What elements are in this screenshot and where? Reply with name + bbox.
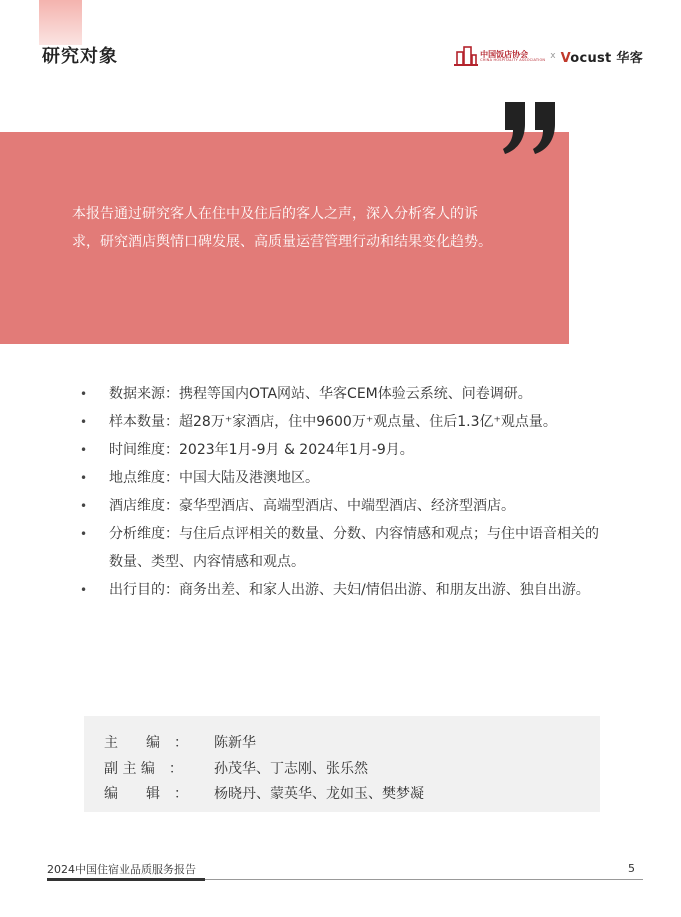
bullet-dot-icon: • — [80, 443, 88, 457]
bullet-dot-icon: • — [80, 471, 88, 485]
quote-mark-icon — [501, 100, 559, 156]
editor-role: 编 辑 ： — [104, 786, 188, 802]
editor-names: 杨晓丹、蒙英华、龙如玉、樊梦凝 — [214, 786, 424, 802]
vocust-logo — [561, 47, 643, 66]
list-item-text: 地点维度：中国大陆及港澳地区。 — [109, 470, 319, 486]
cha-logo-cn-text: 中国饭店协会 — [480, 48, 529, 59]
bullet-dot-icon: • — [80, 415, 88, 429]
list-item — [80, 408, 600, 436]
bullet-dot-icon: • — [80, 387, 88, 401]
list-item-text: 数据来源：携程等国内OTA网站、华客CEM体验云系统、问卷调研。 — [109, 386, 532, 402]
list-item-text: 时间维度：2023年1月-9月 & 2024年1月-9月。 — [109, 442, 414, 458]
editor-names: 孙茂华、丁志刚、张乐然 — [214, 761, 368, 777]
cha-logo — [454, 45, 545, 67]
scope-list — [80, 380, 600, 604]
list-item-text: 样本数量：超28万⁺家酒店，住中9600万⁺观点量、住后1.3亿⁺观点量。 — [109, 414, 557, 430]
section-title: 研究对象 — [42, 46, 118, 67]
editor-role: 副 主 编 ： — [104, 761, 183, 777]
list-item — [80, 380, 600, 408]
editor-row-deputy — [104, 758, 368, 778]
bullet-dot-icon: • — [80, 527, 88, 541]
logo-separator: x — [550, 51, 556, 61]
footer-report-title: 2024中国住宿业品质服务报告 — [47, 863, 196, 876]
editor-role: 主 编 ： — [104, 735, 188, 751]
bullet-dot-icon: • — [80, 499, 88, 513]
footer-divider-light — [205, 879, 643, 880]
cha-logo-en-text: CHINA HOSPITALITY ASSOCIATION — [480, 57, 546, 62]
intro-text: 本报告通过研究客人在住中及住后的客人之声，深入分析客人的诉求，研究酒店舆情口碑发展、高质量运营管理行动和结果变化趋势。 — [72, 206, 492, 250]
editor-credits — [84, 716, 600, 812]
list-item — [80, 520, 600, 576]
list-item — [80, 436, 600, 464]
editor-row-editors — [104, 783, 424, 803]
list-item — [80, 464, 600, 492]
list-item-text: 分析维度：与住后点评相关的数量、分数、内容情感和观点；与住中语音相关的数量、类型、内容情感和观点。 — [109, 526, 599, 570]
list-item — [80, 576, 600, 604]
editor-names: 陈新华 — [214, 735, 256, 751]
vocust-logo-text: ocust 华客 — [570, 50, 643, 66]
footer-divider-dark — [47, 878, 205, 881]
list-item — [80, 492, 600, 520]
editor-row-chief — [104, 732, 256, 752]
page-number: 5 — [628, 862, 635, 875]
bullet-dot-icon: • — [80, 583, 88, 597]
list-item-text: 出行目的：商务出差、和家人出游、夫妇/情侣出游、和朋友出游、独自出游。 — [109, 582, 590, 598]
cha-building-icon — [454, 45, 478, 67]
list-item-text: 酒店维度：豪华型酒店、高端型酒店、中端型酒店、经济型酒店。 — [109, 498, 515, 514]
header-logos — [454, 44, 643, 68]
top-accent-tab — [39, 0, 82, 45]
vocust-logo-v: V — [560, 50, 571, 66]
